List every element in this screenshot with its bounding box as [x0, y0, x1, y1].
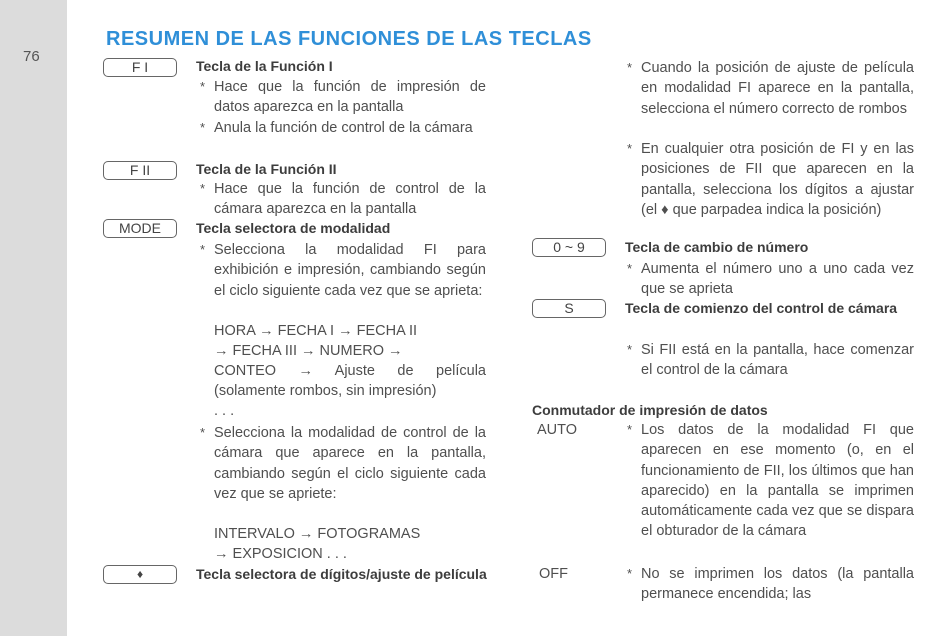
page-title: RESUMEN DE LAS FUNCIONES DE LAS TECLAS	[106, 28, 592, 50]
page-number: 76	[23, 48, 40, 65]
mode-seq1-line-3: CONTEO → Ajuste de película	[214, 363, 486, 379]
diamond-heading: Tecla selectora de dígitos/ajuste de película	[196, 566, 487, 582]
mode-seq1-line-5: . . .	[214, 403, 235, 419]
mode-seq1-line-2: → FECHA III → NUMERO →	[214, 343, 403, 359]
key-fii-button: F II	[103, 161, 177, 180]
fii-heading: Tecla de la Función II	[196, 161, 337, 177]
switch-auto-label: AUTO	[537, 422, 578, 438]
switch-heading: Conmutador de impresión de datos	[532, 402, 768, 418]
s-key-heading: Tecla de comienzo del control de cámara	[625, 300, 898, 316]
fi-heading: Tecla de la Función I	[196, 58, 333, 74]
mode-seq2-line-2: → EXPOSICION . . .	[214, 546, 347, 562]
mode-seq2-line-1: INTERVALO → FOTOGRAMAS	[214, 526, 421, 542]
mode-seq1-line-1: HORA → FECHA I → FECHA II	[214, 323, 418, 339]
mode-seq1-line-4: (solamente rombos, sin impresión)	[214, 383, 437, 399]
key-number-button: 0 ~ 9	[532, 238, 606, 257]
s-key-item: * Si FII está en la pantalla, hace comenzar el control de la cámara	[627, 342, 914, 379]
key-diamond-button: ♦	[103, 565, 177, 584]
diamond-item-1: * Cuando la posición de ajuste de película en modalidad FI aparece en la pantalla, selecciona el número correcto de rombos	[627, 60, 914, 117]
number-key-heading: Tecla de cambio de número	[625, 239, 809, 255]
mode-heading: Tecla selectora de modalidad	[196, 220, 391, 236]
switch-auto-text: * Los datos de la modalidad FI que aparecen en ese momento (o, en el funcionamiento de FII, los últimos que han aparecido) en la pantalla se imprimen automáticamente cada vez que se dispara el obturador de la cámara	[627, 422, 914, 540]
page-margin-strip	[0, 0, 67, 636]
mode-item-2: * Selecciona la modalidad de control de la cámara que aparece en la pantalla, cambiando según el ciclo siguiente cada vez que se apriete:	[200, 425, 486, 502]
diamond-item-2: * En cualquier otra posición de FI y en las posiciones de FII que aparecen en la pantalla, selecciona los dígitos a ajustar (el ♦ que parpadea indica la posición)	[627, 141, 914, 218]
mode-item-1: * Selecciona la modalidad FI para exhibición e impresión, cambiando según el ciclo siguiente cada vez que se aprieta:	[200, 242, 486, 299]
fii-item-1: * Hace que la función de control de la cámara aparezca en la pantalla	[200, 181, 486, 218]
switch-off-label: OFF	[539, 566, 568, 582]
key-mode-button: MODE	[103, 219, 177, 238]
fi-item-2: * Anula la función de control de la cámara	[200, 120, 473, 136]
fi-item-1: * Hace que la función de impresión de datos aparezca en la pantalla	[200, 79, 486, 116]
switch-off-text: * No se imprimen los datos (la pantalla permanece encendida; las	[627, 566, 914, 603]
key-fi-button: F I	[103, 58, 177, 77]
key-s-button: S	[532, 299, 606, 318]
number-key-item: * Aumenta el número uno a uno cada vez que se aprieta	[627, 261, 914, 298]
